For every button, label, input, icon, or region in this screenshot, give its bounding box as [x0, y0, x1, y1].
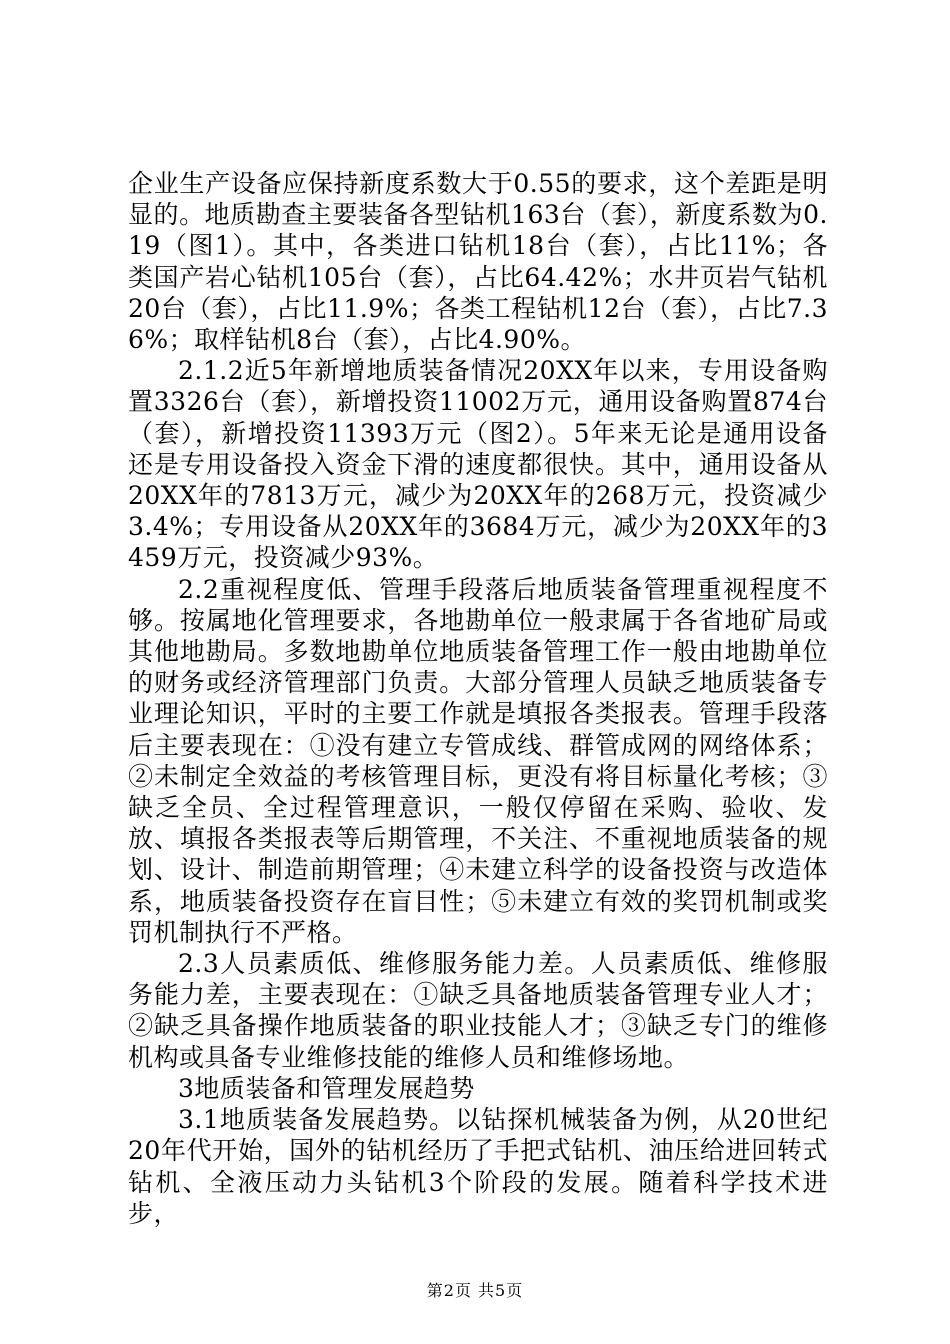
paragraph-section-2-1-2: 2.1.2近5年新增地质装备情况20XX年以来，专用设备购置3326台（套），新增投资11002万元，通用设备购置874台（套），新增投资11393万元（图2）。5年来无论是通用设备还是专用设备投入资金下滑的速度都很快。其中，通用设备从20XX年的7813万元，减少为20XX年的268万元，投资减少3.4%；专用设备从20XX年的3684万元，减少为20XX年的3459万元，投资减少93%。	[128, 356, 828, 573]
paragraph-section-2-2: 2.2重视程度低、管理手段落后地质装备管理重视程度不够。按属地化管理要求，各地勘单位一般隶属于各省地矿局或其他地勘局。多数地勘单位地质装备管理工作一般由地勘单位的财务或经济管理部门负责。大部分管理人员缺乏地质装备专业理论知识，平时的主要工作就是填报各类报表。管理手段落后主要表现在：①没有建立专管成线、群管成网的网络体系；②未制定全效益的考核管理目标，更没有将目标量化考核；③缺乏全员、全过程管理意识，一般仅停留在采购、验收、发放、填报各类报表等后期管理，不关注、不重视地质装备的规划、设计、制造前期管理；④未建立科学的设备投资与改造体系，地质装备投资存在盲目性；⑤未建立有效的奖罚机制或奖罚机制执行不严格。	[128, 574, 828, 947]
paragraph-equipment-stats: 企业生产设备应保持新度系数大于0.55的要求，这个差距是明显的。地质勘查主要装备各型钻机163台（套），新度系数为0.19（图1）。其中，各类进口钻机18台（套），占比11%；各类国产岩心钻机105台（套），占比64.42%；水井页岩气钻机20台（套），占比11.9%；各类工程钻机12台（套），占比7.36%；取样钻机8台（套），占比4.90%。	[128, 169, 828, 355]
document-body	[128, 168, 828, 1229]
section-heading-3: 3地质装备和管理发展趋势	[178, 1073, 475, 1103]
page-number-footer: 第2页 共5页	[426, 1281, 524, 1300]
paragraph-section-3-1: 3.1地质装备发展趋势。以钻探机械装备为例，从20世纪20年代开始，国外的钻机经历了手把式钻机、油压给进回转式钻机、全液压动力头钻机3个阶段的发展。随着科学技术进步，	[128, 1105, 828, 1228]
paragraph-section-2-3: 2.3人员素质低、维修服务能力差。人员素质低、维修服务能力差，主要表现在：①缺乏具备地质装备管理专业人才；②缺乏具备操作地质装备的职业技能人才；③缺乏专门的维修机构或具备专业维修技能的维修人员和维修场地。	[128, 949, 828, 1072]
